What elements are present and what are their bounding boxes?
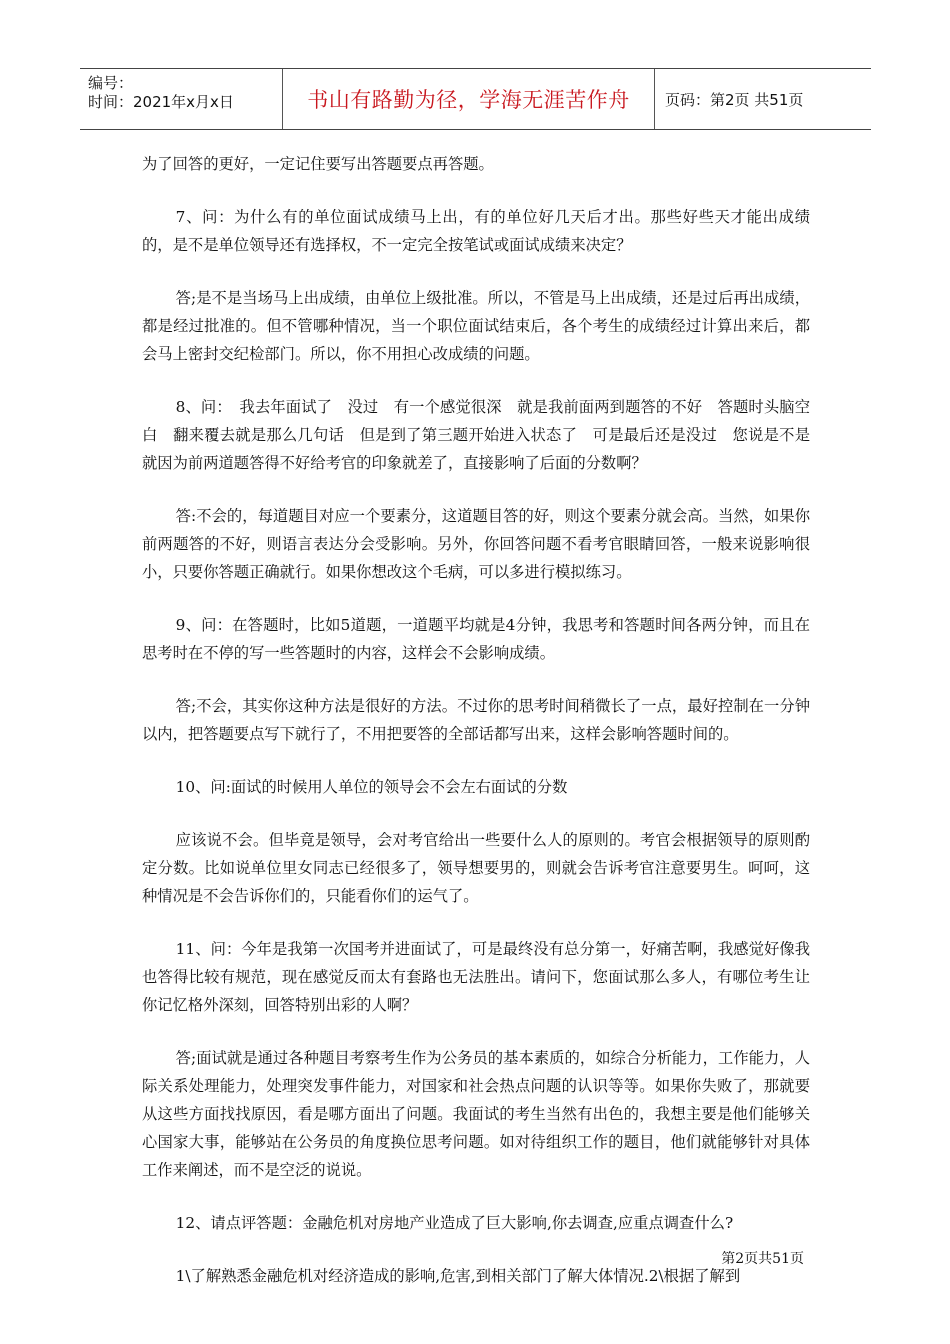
paragraph-answer-9: 答;不会，其实你这种方法是很好的方法。不过你的思考时间稍微长了一点，最好控制在一分钟以内，把答题要点写下就行了，不用把要答的全部话都写出来，这样会影响答题时间的。	[142, 697, 810, 743]
paragraph-question-10: 10、问:面试的时候用人单位的领导会不会左右面试的分数	[175, 778, 568, 796]
paragraph-question-11: 11、问：今年是我第一次国考并进面试了，可是最终没有总分第一，好痛苦啊，我感觉好像我也答得比较有规范，现在感觉反而太有套路也无法胜出。请问下，您面试那么多人，有哪位考生让你记忆格外深刻，回答特别出彩的人啊？	[142, 940, 810, 1014]
paragraph-question-7: 7、问：为什么有的单位面试成绩马上出，有的单位好几天后才出。那些好些天才能出成绩的，是不是单位领导还有选择权，不一定完全按笔试或面试成绩来决定？	[142, 208, 810, 254]
paragraph-intro: 为了回答的更好，一定记住要写出答题要点再答题。	[142, 155, 494, 173]
header-page-code: 页码：第2页 共51页	[665, 90, 804, 109]
header-motto: 书山有路勤为径，学海无涯苦作舟	[283, 69, 655, 129]
paragraph-answer-12: 1\了解熟悉金融危机对经济造成的影响,危害,到相关部门了解大体情况.2\根据了解到	[175, 1267, 741, 1285]
paragraph-question-8: 8、问： 我去年面试了 没过 有一个感觉很深 就是我前面两到题答的不好 答题时头脑空白 翻来覆去就是那么几句话 但是到了第三题开始进入状态了 可是最后还是没过 您说是不是就因为前两道题答得不好给考官的印象就差了，直接影响了后面的分数啊？	[142, 398, 810, 472]
document-number-label: 编号：	[88, 74, 134, 92]
paragraph-answer-8: 答:不会的，每道题目对应一个要素分，这道题目答的好，则这个要素分就会高。当然，如果你前两题答的不好，则语言表达分会受影响。另外，你回答问题不看考官眼睛回答，一般来说影响很小，只要你答题正确就行。如果你想改这个毛病，可以多进行模拟练习。	[142, 507, 810, 581]
page-header	[80, 68, 871, 130]
header-meta	[80, 69, 283, 129]
page-footer: 第2页共51页	[721, 1251, 804, 1267]
document-date-label: 时间：2021年x月x日	[88, 93, 234, 111]
paragraph-answer-7: 答;是不是当场马上出成绩，由单位上级批准。所以，不管是马上出成绩，还是过后再出成绩，都是经过批准的。但不管哪种情况，当一个职位面试结束后，各个考生的成绩经过计算出来后，都会马上密封交纪检部门。所以，你不用担心改成绩的问题。	[142, 289, 810, 363]
paragraph-answer-11: 答;面试就是通过各种题目考察考生作为公务员的基本素质的，如综合分析能力，工作能力，人际关系处理能力，处理突发事件能力，对国家和社会热点问题的认识等等。如果你失败了，那就要从这些方面找找原因，看是哪方面出了问题。我面试的考生当然有出色的，我想主要是他们能够关心国家大事，能够站在公务员的角度换位思考问题。如对待组织工作的题目，他们就能够针对具体工作来阐述，而不是空泛的说说。	[142, 1049, 810, 1179]
document-body	[142, 150, 810, 1290]
paragraph-question-12: 12、请点评答题：金融危机对房地产业造成了巨大影响,你去调查,应重点调查什么?	[175, 1214, 734, 1232]
paragraph-question-9: 9、问：在答题时，比如5道题，一道题平均就是4分钟，我思考和答题时间各两分钟，而且在思考时在不停的写一些答题时的内容，这样会不会影响成绩。	[142, 616, 810, 662]
paragraph-answer-10: 应该说不会。但毕竟是领导，会对考官给出一些要什么人的原则的。考官会根据领导的原则酌定分数。比如说单位里女同志已经很多了，领导想要男的，则就会告诉考官注意要男生。呵呵，这种情况是不会告诉你们的，只能看你们的运气了。	[142, 831, 810, 905]
